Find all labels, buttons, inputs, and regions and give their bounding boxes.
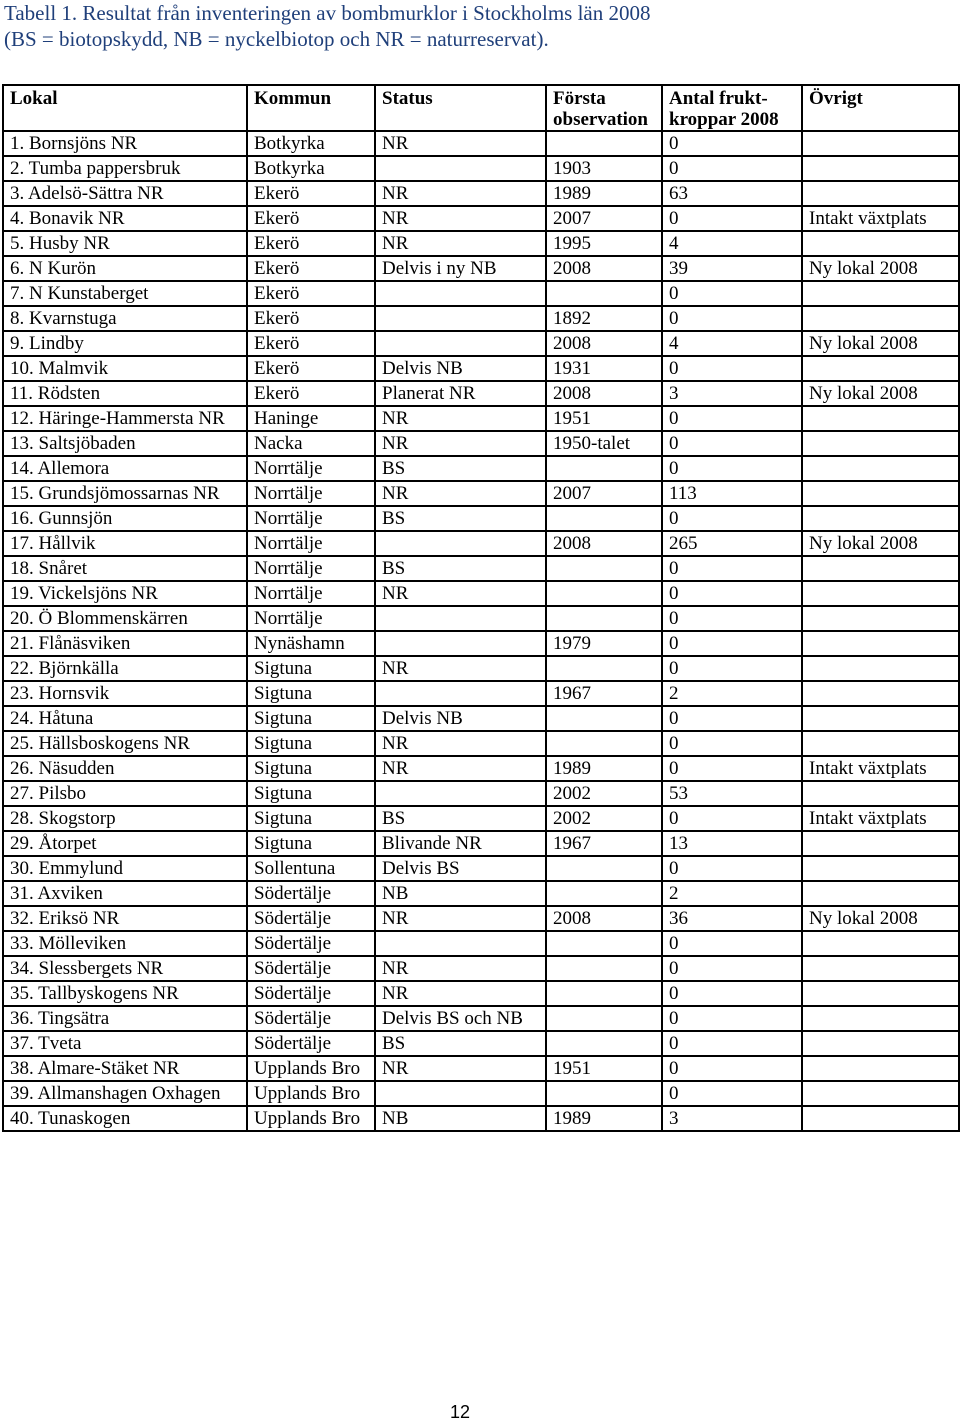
cell-kommun: Södertälje [247, 931, 375, 956]
cell-kommun: Norrtälje [247, 531, 375, 556]
cell-kommun: Norrtälje [247, 481, 375, 506]
cell-kommun: Sigtuna [247, 731, 375, 756]
table-row [3, 831, 959, 856]
cell-kommun: Södertälje [247, 1031, 375, 1056]
cell-forsta-observation: 1931 [546, 356, 662, 381]
cell-ovrigt: Ny lokal 2008 [802, 381, 959, 406]
cell-forsta-observation: 1951 [546, 1056, 662, 1081]
page-number: 12 [449, 1402, 471, 1422]
table-row [3, 581, 959, 606]
cell-ovrigt [802, 731, 959, 756]
cell-ovrigt: Ny lokal 2008 [802, 531, 959, 556]
cell-status: NB [375, 1106, 546, 1131]
cell-status: NR [375, 581, 546, 606]
cell-kommun: Ekerö [247, 281, 375, 306]
cell-ovrigt [802, 481, 959, 506]
cell-forsta-observation [546, 856, 662, 881]
cell-kommun: Ekerö [247, 181, 375, 206]
cell-forsta-observation: 1950-talet [546, 431, 662, 456]
table-row [3, 781, 959, 806]
cell-lokal: 10. Malmvik [3, 356, 247, 381]
header-forsta-line-2: observation [553, 109, 648, 130]
cell-ovrigt [802, 706, 959, 731]
cell-ovrigt: Ny lokal 2008 [802, 256, 959, 281]
header-forsta-line-1: Första [553, 88, 606, 109]
cell-antal: 0 [662, 806, 802, 831]
table-row [3, 256, 959, 281]
table-row [3, 631, 959, 656]
cell-lokal: 17. Hållvik [3, 531, 247, 556]
cell-kommun: Sigtuna [247, 781, 375, 806]
cell-kommun: Ekerö [247, 206, 375, 231]
table-row [3, 881, 959, 906]
cell-antal: 0 [662, 431, 802, 456]
table-row [3, 1081, 959, 1106]
table-row [3, 506, 959, 531]
cell-kommun: Södertälje [247, 881, 375, 906]
cell-status: NR [375, 731, 546, 756]
table-row [3, 481, 959, 506]
cell-forsta-observation [546, 1081, 662, 1106]
cell-forsta-observation [546, 931, 662, 956]
cell-kommun: Ekerö [247, 256, 375, 281]
cell-antal: 13 [662, 831, 802, 856]
cell-lokal: 25. Hällsboskogens NR [3, 731, 247, 756]
cell-forsta-observation: 2008 [546, 381, 662, 406]
cell-status: NR [375, 906, 546, 931]
cell-kommun: Sigtuna [247, 806, 375, 831]
cell-status [375, 156, 546, 181]
cell-status [375, 306, 546, 331]
table-body [3, 131, 959, 1131]
cell-kommun: Ekerö [247, 231, 375, 256]
cell-kommun: Sigtuna [247, 831, 375, 856]
table-row [3, 906, 959, 931]
cell-kommun: Södertälje [247, 956, 375, 981]
table-row [3, 156, 959, 181]
cell-lokal: 9. Lindby [3, 331, 247, 356]
cell-lokal: 32. Eriksö NR [3, 906, 247, 931]
cell-status: BS [375, 1031, 546, 1056]
cell-ovrigt [802, 181, 959, 206]
cell-ovrigt [802, 1031, 959, 1056]
cell-ovrigt: Ny lokal 2008 [802, 906, 959, 931]
cell-status: NR [375, 656, 546, 681]
cell-ovrigt [802, 456, 959, 481]
cell-kommun: Ekerö [247, 331, 375, 356]
cell-kommun: Ekerö [247, 306, 375, 331]
cell-forsta-observation: 1995 [546, 231, 662, 256]
cell-status [375, 281, 546, 306]
table-row [3, 931, 959, 956]
cell-forsta-observation: 1989 [546, 181, 662, 206]
header-lokal: Lokal [3, 85, 247, 131]
cell-ovrigt [802, 1056, 959, 1081]
cell-antal: 265 [662, 531, 802, 556]
cell-forsta-observation [546, 506, 662, 531]
cell-antal: 0 [662, 606, 802, 631]
cell-kommun: Nacka [247, 431, 375, 456]
table-row [3, 656, 959, 681]
table-row [3, 606, 959, 631]
cell-antal: 2 [662, 681, 802, 706]
table-row [3, 556, 959, 581]
cell-forsta-observation [546, 881, 662, 906]
cell-kommun: Norrtälje [247, 556, 375, 581]
table-row [3, 856, 959, 881]
cell-antal: 53 [662, 781, 802, 806]
cell-ovrigt [802, 606, 959, 631]
cell-status: NR [375, 1056, 546, 1081]
cell-lokal: 2. Tumba pappersbruk [3, 156, 247, 181]
cell-lokal: 31. Axviken [3, 881, 247, 906]
cell-ovrigt: Intakt växtplats [802, 756, 959, 781]
cell-ovrigt [802, 931, 959, 956]
cell-status [375, 331, 546, 356]
cell-ovrigt [802, 681, 959, 706]
cell-kommun: Sollentuna [247, 856, 375, 881]
cell-ovrigt: Intakt växtplats [802, 206, 959, 231]
cell-antal: 0 [662, 306, 802, 331]
header-antal-fruktkroppar [662, 85, 802, 131]
cell-ovrigt [802, 581, 959, 606]
cell-kommun: Upplands Bro [247, 1106, 375, 1131]
cell-ovrigt [802, 956, 959, 981]
cell-antal: 63 [662, 181, 802, 206]
cell-lokal: 37. Tveta [3, 1031, 247, 1056]
cell-lokal: 39. Allmanshagen Oxhagen [3, 1081, 247, 1106]
cell-antal: 0 [662, 581, 802, 606]
cell-lokal: 6. N Kurön [3, 256, 247, 281]
cell-antal: 0 [662, 981, 802, 1006]
cell-kommun: Ekerö [247, 356, 375, 381]
cell-status [375, 606, 546, 631]
cell-lokal: 11. Rödsten [3, 381, 247, 406]
cell-kommun: Södertälje [247, 906, 375, 931]
cell-lokal: 14. Allemora [3, 456, 247, 481]
cell-status: Delvis NB [375, 706, 546, 731]
cell-status: BS [375, 456, 546, 481]
cell-forsta-observation [546, 1031, 662, 1056]
caption-line-1: Tabell 1. Resultat från inventeringen av bombmurklor i Stockholms län 2008 [4, 1, 651, 25]
cell-ovrigt: Intakt växtplats [802, 806, 959, 831]
cell-kommun: Sigtuna [247, 681, 375, 706]
cell-antal: 0 [662, 156, 802, 181]
cell-forsta-observation [546, 1006, 662, 1031]
cell-ovrigt [802, 356, 959, 381]
table-caption [4, 0, 651, 52]
cell-kommun: Sigtuna [247, 756, 375, 781]
cell-lokal: 22. Björnkälla [3, 656, 247, 681]
header-ovrigt: Övrigt [802, 85, 959, 131]
cell-forsta-observation [546, 556, 662, 581]
cell-antal: 113 [662, 481, 802, 506]
cell-forsta-observation [546, 456, 662, 481]
table-row [3, 1006, 959, 1031]
cell-forsta-observation [546, 706, 662, 731]
cell-kommun: Norrtälje [247, 506, 375, 531]
table-row [3, 431, 959, 456]
cell-forsta-observation: 2008 [546, 331, 662, 356]
cell-antal: 0 [662, 506, 802, 531]
cell-antal: 0 [662, 1081, 802, 1106]
cell-ovrigt [802, 656, 959, 681]
cell-status: NR [375, 206, 546, 231]
header-antal-line-1: Antal frukt- [669, 88, 768, 109]
cell-antal: 0 [662, 456, 802, 481]
table-header-row [3, 85, 959, 131]
cell-antal: 0 [662, 556, 802, 581]
cell-antal: 0 [662, 1056, 802, 1081]
cell-lokal: 35. Tallbyskogens NR [3, 981, 247, 1006]
cell-status: Delvis i ny NB [375, 256, 546, 281]
cell-status: NR [375, 231, 546, 256]
cell-status: Delvis NB [375, 356, 546, 381]
table-row [3, 381, 959, 406]
cell-forsta-observation: 2007 [546, 206, 662, 231]
cell-forsta-observation [546, 281, 662, 306]
cell-ovrigt [802, 506, 959, 531]
cell-kommun: Upplands Bro [247, 1081, 375, 1106]
cell-status: BS [375, 556, 546, 581]
cell-forsta-observation: 1892 [546, 306, 662, 331]
cell-forsta-observation: 1951 [546, 406, 662, 431]
table-row [3, 706, 959, 731]
cell-antal: 0 [662, 406, 802, 431]
table-row [3, 356, 959, 381]
cell-status [375, 681, 546, 706]
cell-lokal: 33. Mölleviken [3, 931, 247, 956]
cell-forsta-observation [546, 581, 662, 606]
cell-ovrigt [802, 981, 959, 1006]
table-row [3, 331, 959, 356]
cell-ovrigt [802, 431, 959, 456]
cell-lokal: 20. Ö Blommenskärren [3, 606, 247, 631]
cell-forsta-observation [546, 981, 662, 1006]
cell-lokal: 29. Åtorpet [3, 831, 247, 856]
table-row [3, 731, 959, 756]
cell-lokal: 8. Kvarnstuga [3, 306, 247, 331]
table-row [3, 1031, 959, 1056]
cell-status: NR [375, 181, 546, 206]
cell-kommun: Södertälje [247, 1006, 375, 1031]
cell-antal: 0 [662, 756, 802, 781]
cell-forsta-observation [546, 656, 662, 681]
table-row [3, 1106, 959, 1131]
cell-antal: 0 [662, 706, 802, 731]
cell-kommun: Haninge [247, 406, 375, 431]
table-row [3, 181, 959, 206]
header-status: Status [375, 85, 546, 131]
cell-antal: 0 [662, 856, 802, 881]
cell-kommun: Botkyrka [247, 156, 375, 181]
cell-status [375, 631, 546, 656]
cell-lokal: 38. Almare-Stäket NR [3, 1056, 247, 1081]
cell-antal: 0 [662, 356, 802, 381]
cell-ovrigt [802, 156, 959, 181]
cell-forsta-observation: 2008 [546, 906, 662, 931]
cell-ovrigt [802, 1081, 959, 1106]
cell-ovrigt [802, 856, 959, 881]
cell-ovrigt [802, 781, 959, 806]
cell-status [375, 531, 546, 556]
cell-ovrigt [802, 1106, 959, 1131]
header-kommun: Kommun [247, 85, 375, 131]
cell-forsta-observation: 1967 [546, 831, 662, 856]
cell-antal: 0 [662, 631, 802, 656]
cell-lokal: 34. Slessbergets NR [3, 956, 247, 981]
cell-ovrigt [802, 131, 959, 156]
cell-antal: 4 [662, 331, 802, 356]
table-row [3, 531, 959, 556]
cell-lokal: 7. N Kunstaberget [3, 281, 247, 306]
cell-lokal: 12. Häringe-Hammersta NR [3, 406, 247, 431]
table-row [3, 406, 959, 431]
cell-lokal: 26. Näsudden [3, 756, 247, 781]
cell-kommun: Upplands Bro [247, 1056, 375, 1081]
cell-forsta-observation: 2007 [546, 481, 662, 506]
cell-status: Blivande NR [375, 831, 546, 856]
cell-antal: 36 [662, 906, 802, 931]
cell-ovrigt [802, 631, 959, 656]
cell-antal: 4 [662, 231, 802, 256]
cell-status: Delvis BS och NB [375, 1006, 546, 1031]
table-row [3, 956, 959, 981]
cell-lokal: 5. Husby NR [3, 231, 247, 256]
cell-kommun: Norrtälje [247, 456, 375, 481]
cell-forsta-observation: 1979 [546, 631, 662, 656]
cell-lokal: 16. Gunnsjön [3, 506, 247, 531]
cell-forsta-observation [546, 606, 662, 631]
cell-status: NR [375, 406, 546, 431]
cell-status [375, 781, 546, 806]
table-row [3, 306, 959, 331]
cell-status [375, 931, 546, 956]
caption-line-2: (BS = biotopskydd, NB = nyckelbiotop och NR = naturreservat). [4, 27, 549, 51]
cell-ovrigt [802, 1006, 959, 1031]
table-row [3, 231, 959, 256]
cell-kommun: Södertälje [247, 981, 375, 1006]
cell-lokal: 13. Saltsjöbaden [3, 431, 247, 456]
cell-lokal: 36. Tingsätra [3, 1006, 247, 1031]
cell-ovrigt [802, 556, 959, 581]
cell-status: NR [375, 431, 546, 456]
cell-status: Planerat NR [375, 381, 546, 406]
cell-lokal: 40. Tunaskogen [3, 1106, 247, 1131]
cell-kommun: Botkyrka [247, 131, 375, 156]
cell-ovrigt [802, 406, 959, 431]
cell-lokal: 1. Bornsjöns NR [3, 131, 247, 156]
cell-status: NR [375, 481, 546, 506]
cell-ovrigt: Ny lokal 2008 [802, 331, 959, 356]
cell-kommun: Sigtuna [247, 706, 375, 731]
cell-status: BS [375, 506, 546, 531]
cell-forsta-observation: 1989 [546, 1106, 662, 1131]
cell-ovrigt [802, 231, 959, 256]
table-row [3, 1056, 959, 1081]
cell-kommun: Nynäshamn [247, 631, 375, 656]
table-row [3, 456, 959, 481]
cell-antal: 0 [662, 131, 802, 156]
cell-antal: 0 [662, 1031, 802, 1056]
cell-forsta-observation: 1903 [546, 156, 662, 181]
table-row [3, 756, 959, 781]
cell-status: NR [375, 981, 546, 1006]
cell-lokal: 3. Adelsö-Sättra NR [3, 181, 247, 206]
cell-forsta-observation: 2002 [546, 781, 662, 806]
table-row [3, 281, 959, 306]
cell-status: NR [375, 756, 546, 781]
cell-status: NR [375, 956, 546, 981]
cell-lokal: 4. Bonavik NR [3, 206, 247, 231]
cell-antal: 0 [662, 281, 802, 306]
cell-ovrigt [802, 306, 959, 331]
cell-status: BS [375, 806, 546, 831]
cell-antal: 0 [662, 731, 802, 756]
cell-forsta-observation: 2002 [546, 806, 662, 831]
table-row [3, 681, 959, 706]
inventory-table [2, 84, 960, 1132]
cell-antal: 0 [662, 656, 802, 681]
header-antal-line-2: kroppar 2008 [669, 109, 779, 130]
cell-kommun: Norrtälje [247, 581, 375, 606]
cell-forsta-observation [546, 131, 662, 156]
cell-forsta-observation: 2008 [546, 531, 662, 556]
cell-lokal: 28. Skogstorp [3, 806, 247, 831]
cell-lokal: 27. Pilsbo [3, 781, 247, 806]
cell-lokal: 18. Snåret [3, 556, 247, 581]
cell-ovrigt [802, 831, 959, 856]
cell-status: Delvis BS [375, 856, 546, 881]
cell-kommun: Sigtuna [247, 656, 375, 681]
cell-forsta-observation [546, 956, 662, 981]
cell-antal: 3 [662, 381, 802, 406]
cell-status [375, 1081, 546, 1106]
cell-forsta-observation: 1989 [546, 756, 662, 781]
cell-antal: 0 [662, 931, 802, 956]
cell-status: NB [375, 881, 546, 906]
cell-forsta-observation [546, 731, 662, 756]
cell-lokal: 24. Håtuna [3, 706, 247, 731]
cell-antal: 0 [662, 956, 802, 981]
cell-lokal: 19. Vickelsjöns NR [3, 581, 247, 606]
cell-forsta-observation: 2008 [546, 256, 662, 281]
cell-lokal: 15. Grundsjömossarnas NR [3, 481, 247, 506]
cell-forsta-observation: 1967 [546, 681, 662, 706]
table-row [3, 206, 959, 231]
cell-lokal: 23. Hornsvik [3, 681, 247, 706]
cell-lokal: 30. Emmylund [3, 856, 247, 881]
table-row [3, 806, 959, 831]
cell-ovrigt [802, 281, 959, 306]
table-row [3, 981, 959, 1006]
cell-antal: 2 [662, 881, 802, 906]
cell-antal: 0 [662, 206, 802, 231]
cell-antal: 0 [662, 1006, 802, 1031]
cell-ovrigt [802, 881, 959, 906]
cell-status: NR [375, 131, 546, 156]
cell-kommun: Norrtälje [247, 606, 375, 631]
cell-lokal: 21. Flånäsviken [3, 631, 247, 656]
table-row [3, 131, 959, 156]
cell-kommun: Ekerö [247, 381, 375, 406]
cell-antal: 39 [662, 256, 802, 281]
cell-antal: 3 [662, 1106, 802, 1131]
header-forsta-observation [546, 85, 662, 131]
